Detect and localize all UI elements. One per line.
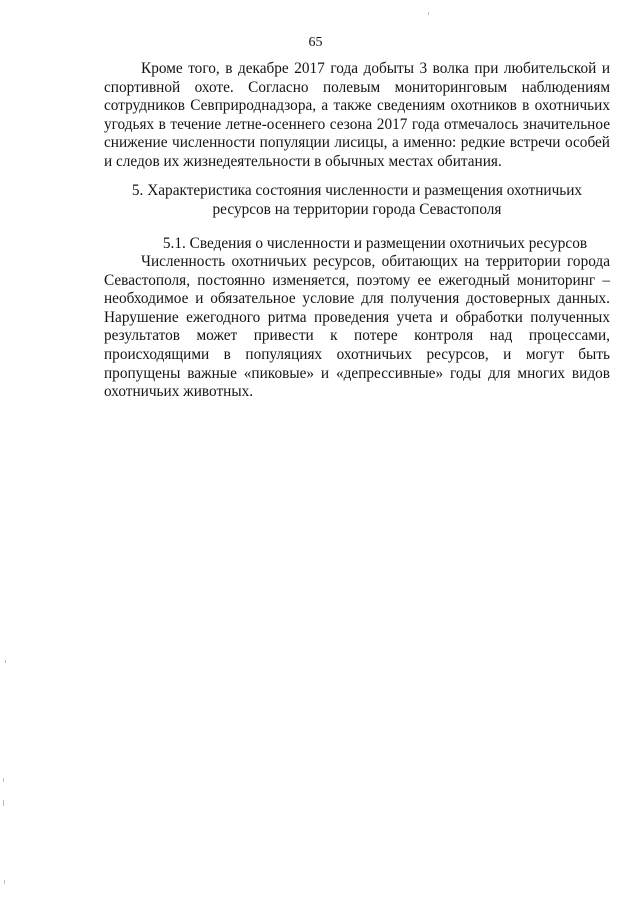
paragraph-monitoring: Численность охотничьих ресурсов, обитающих на территории города Севастополя, постоянно изменяется, поэтому ее ежегодный мониторинг – необходимое и обязательное условие для получения достоверных данных. Нарушение ежегодного ритма проведения учета и обработки полученных результатов может привести к потере контроля над процессами, происходящими в популяциях охотничьих ресурсов, и могут быть пропущены важные «пиковые» и «депрессивные» годы для многих видов охотничьих животных. bbox=[104, 253, 610, 401]
subsection-heading: 5.1. Сведения о численности и размещении охотничьих ресурсов bbox=[162, 235, 588, 252]
scan-speck bbox=[428, 12, 429, 15]
section-heading: 5. Характеристика состояния численности и размещения охотничьих ресурсов на территории города Севастополя bbox=[131, 182, 583, 218]
scan-speck bbox=[3, 778, 4, 782]
scan-speck bbox=[4, 880, 5, 884]
paragraph-wolves-fox: Кроме того, в декабре 2017 года добыты 3 волка при любительской и спортивной охоте. Согласно полевым мониторинговым наблюдениям сотрудников Севприроднадзора, а также сведениям охотников в охотничьих угодьях в течение летне-осеннего сезона 2017 года отмечалось значительное снижение численности популяции лисицы, а именно: редкие встречи особей и следов их жизнедеятельности в обычных местах обитания. bbox=[104, 60, 610, 170]
scan-speck bbox=[5, 660, 6, 663]
page-number: 65 bbox=[308, 35, 323, 50]
scan-speck bbox=[3, 800, 4, 806]
